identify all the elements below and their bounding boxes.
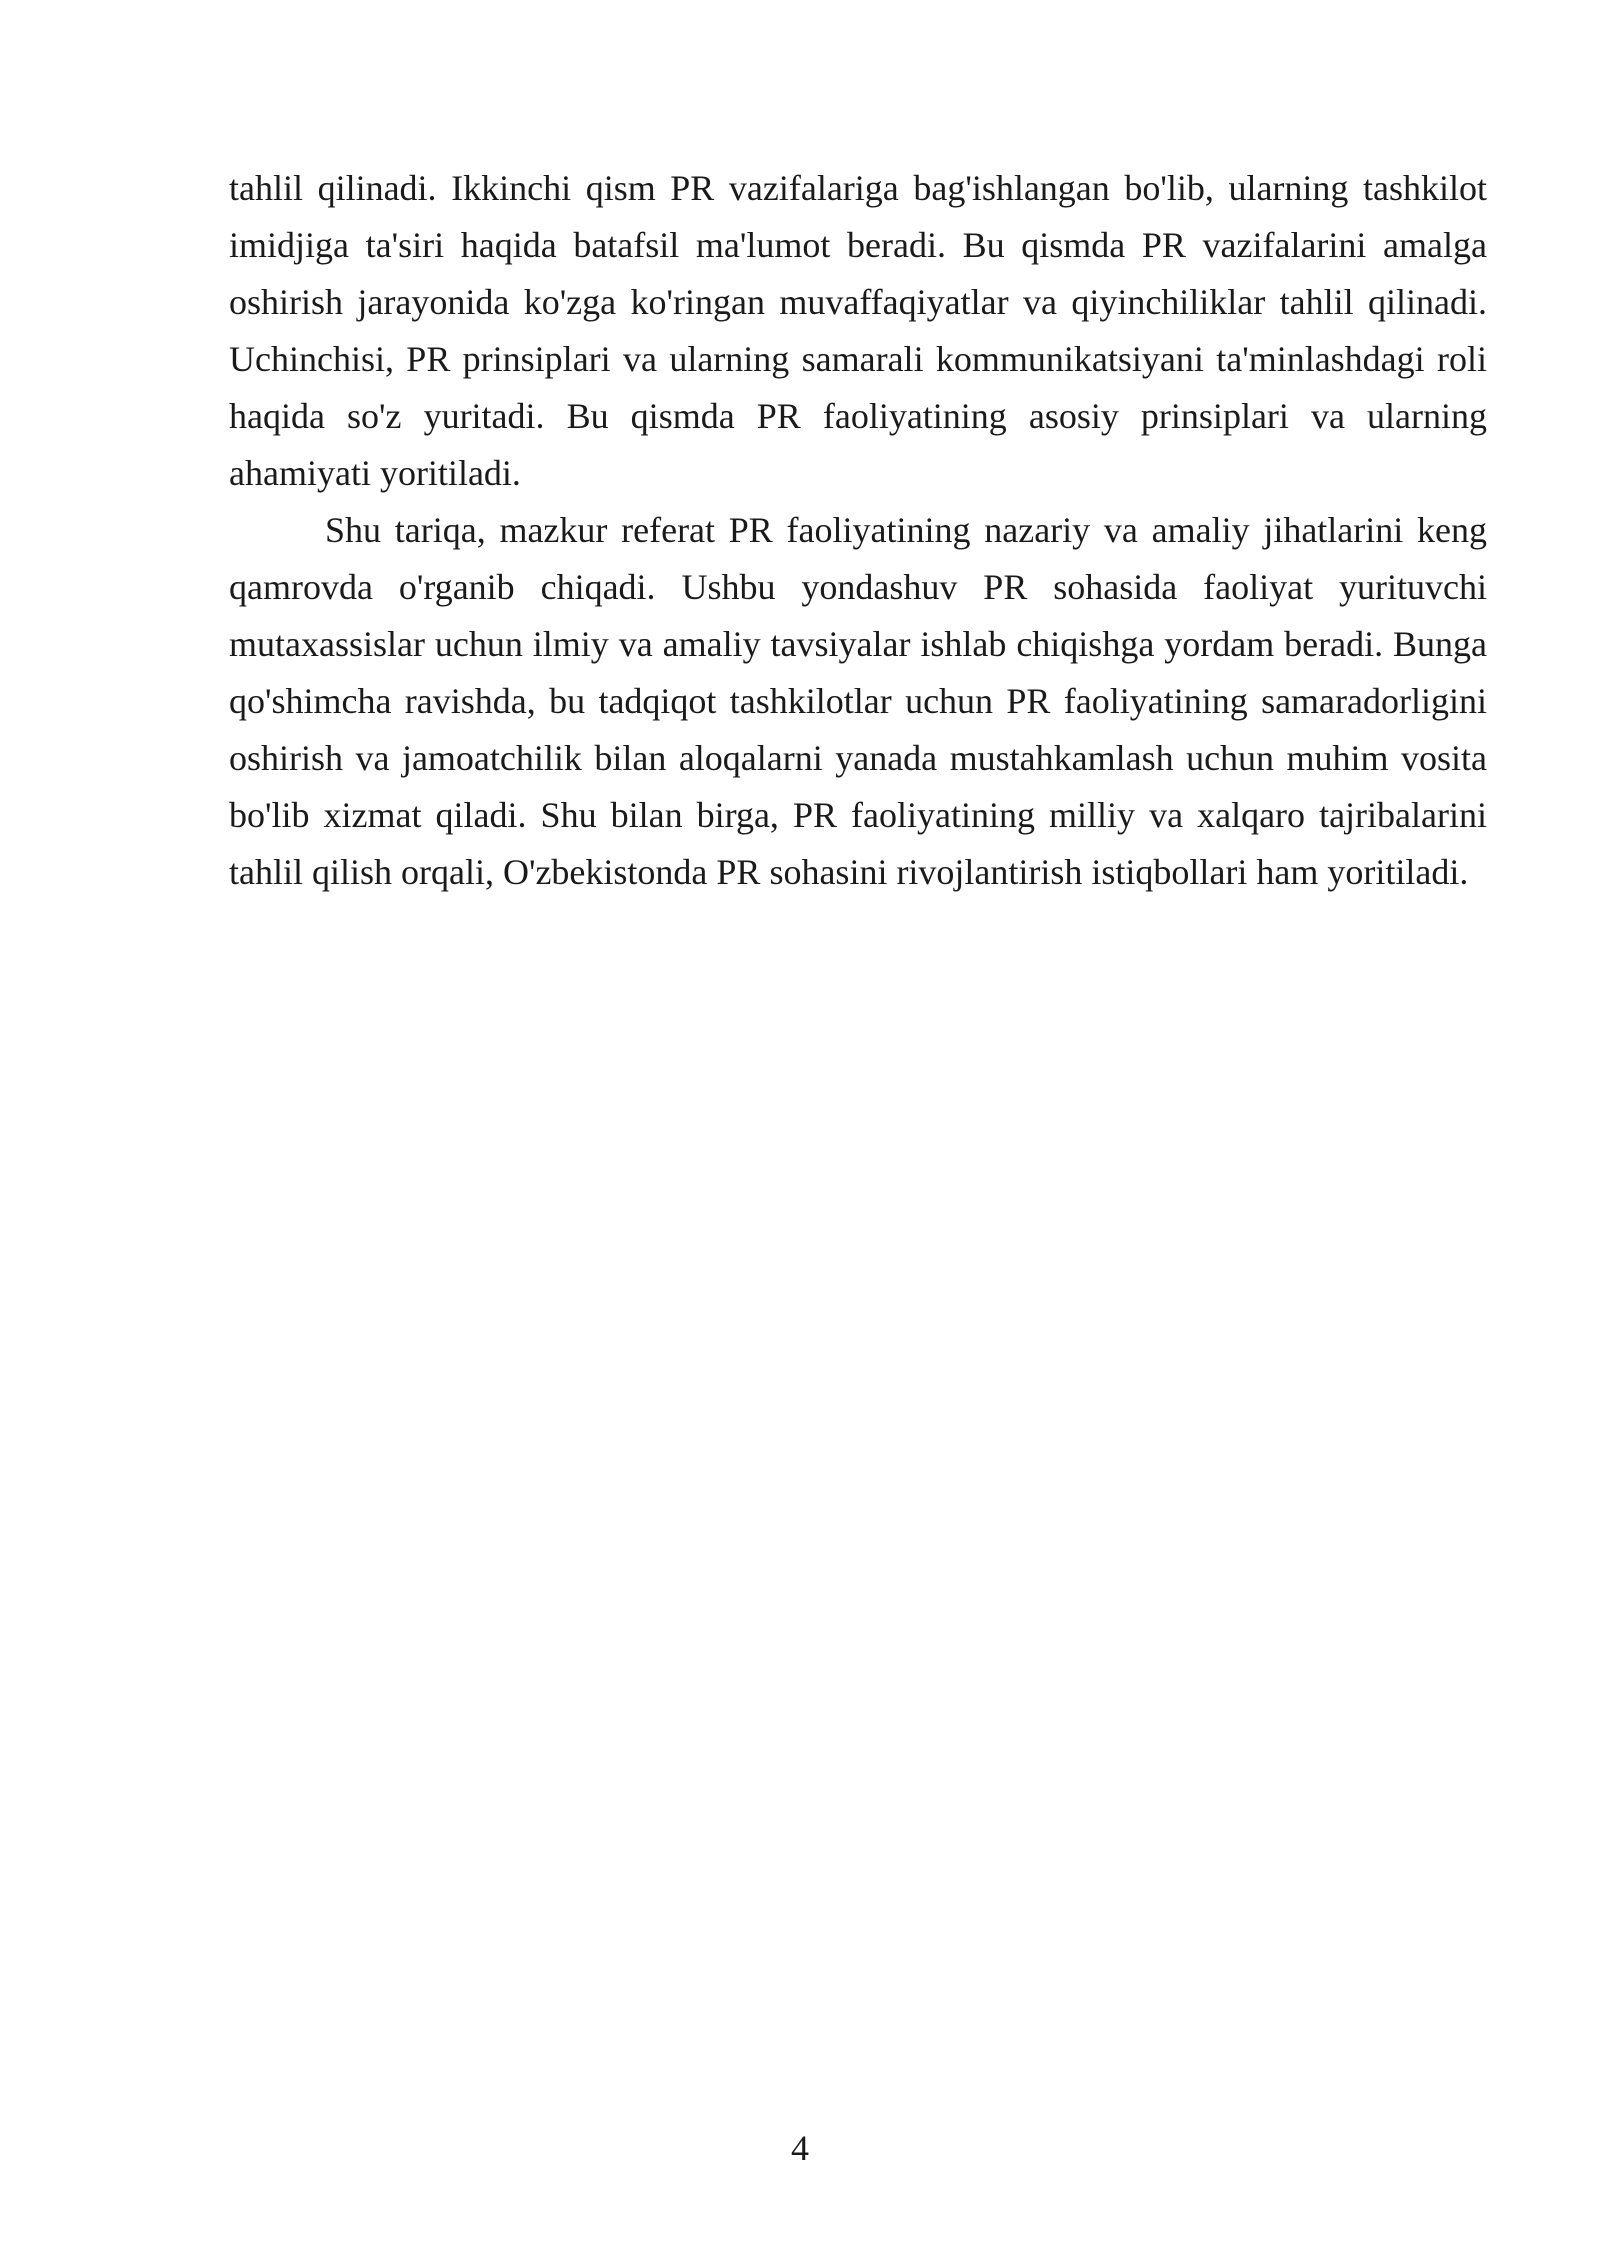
page-number: 4 xyxy=(791,2128,809,2168)
paragraph: Shu tariqa, mazkur referat PR faoliyatining nazariy va amaliy jihatlarini keng qamrovda o'rganib chiqadi. Ushbu yondashuv PR sohasida faoliyat yurituvchi mutaxassislar uchun ilmiy va amaliy tavsiyalar ishlab chiqishga yordam beradi. Bunga qo'shimcha ravishda, bu tadqiqot tashkilotlar uchun PR faoliyatining samaradorligini oshirish va jamoatchilik bilan aloqalarni yanada mustahkamlash uchun muhim vosita bo'lib xizmat qiladi. Shu bilan birga, PR faoliyatining milliy va xalqaro tajribalarini tahlil qilish orqali, O'zbekistonda PR sohasini rivojlantirish istiqbollari ham yoritiladi. xyxy=(229,510,1487,892)
body-text xyxy=(229,160,1487,901)
paragraph-continued: tahlil qilinadi. Ikkinchi qism PR vazifalariga bag'ishlangan bo'lib, ularning tashkilot imidjiga ta'siri haqida batafsil ma'lumot beradi. Bu qismda PR vazifalarini amalga oshirish jarayonida ko'zga ko'ringan muvaffaqiyatlar va qiyinchiliklar tahlil qilinadi. Uchinchisi, PR prinsiplari va ularning samarali kommunikatsiyani ta'minlashdagi roli haqida so'z yuritadi. Bu qismda PR faoliyatining asosiy prinsiplari va ularning ahamiyati yoritiladi. xyxy=(229,168,1487,493)
